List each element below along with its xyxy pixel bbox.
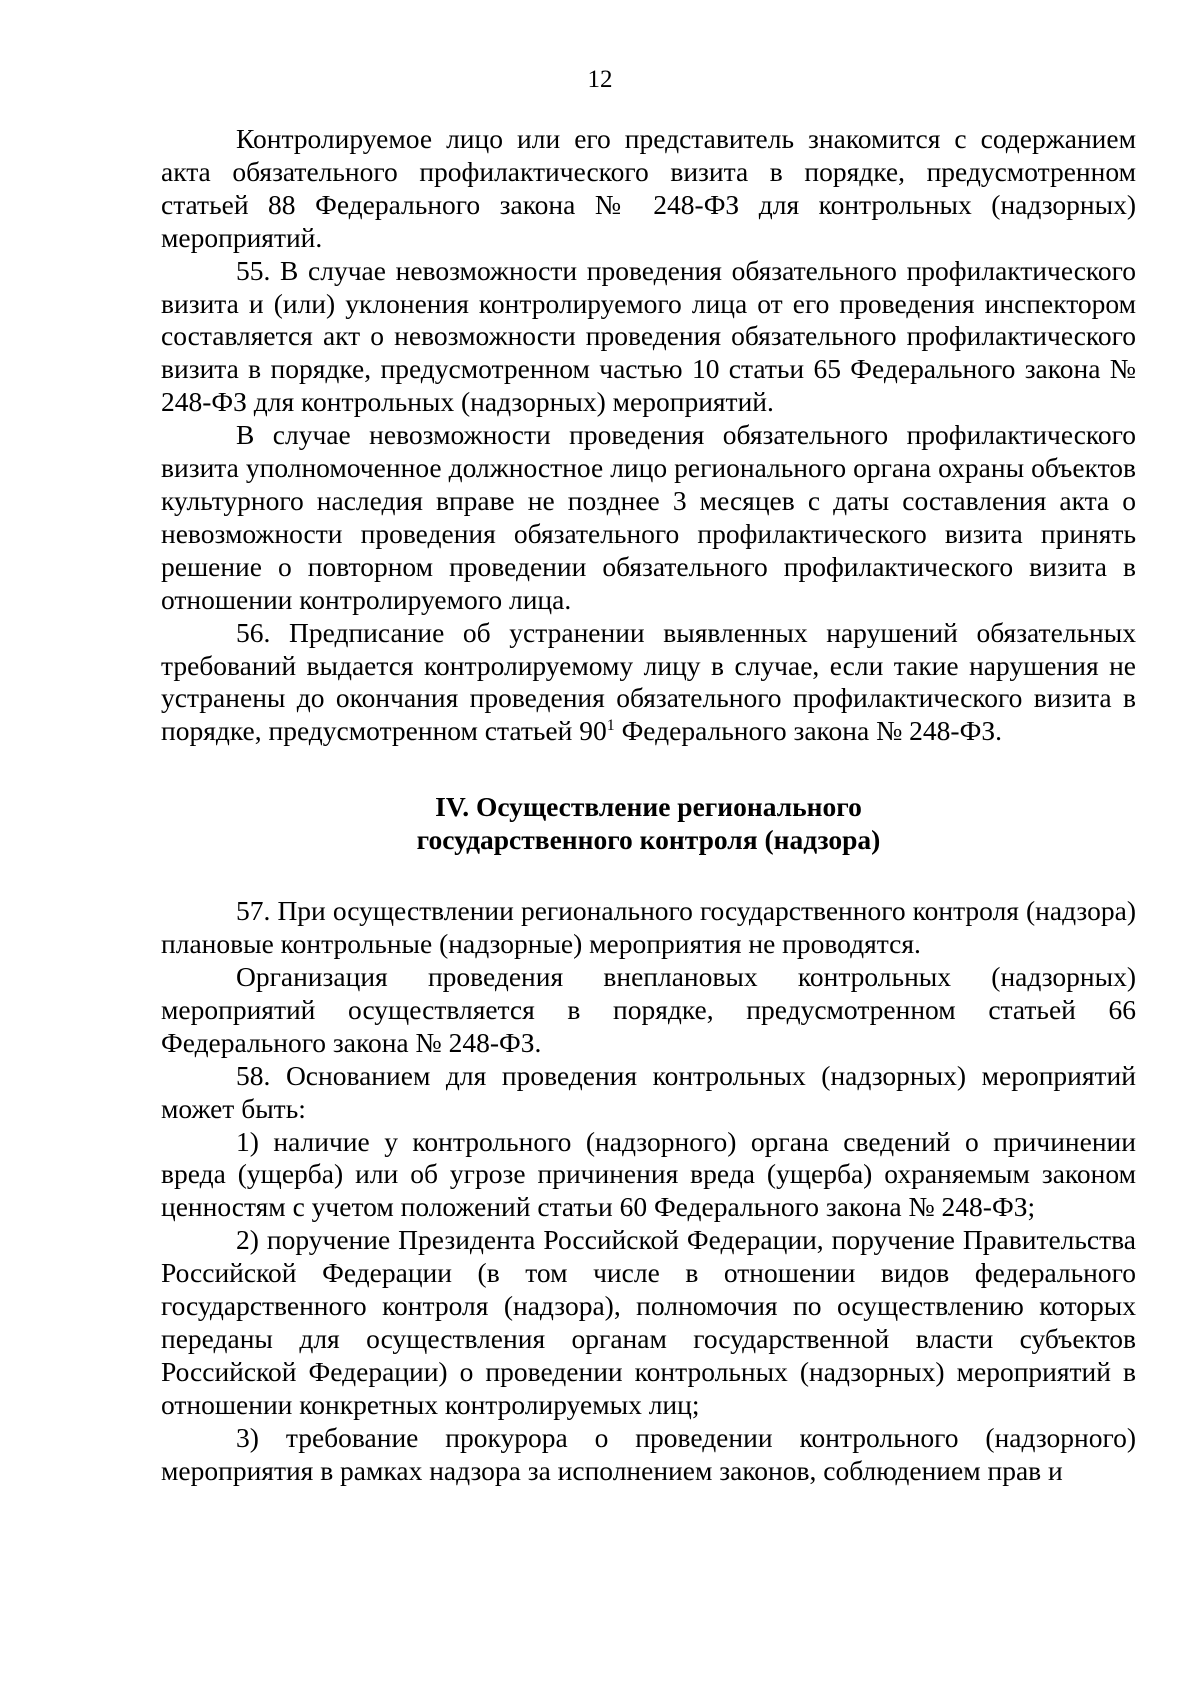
page-number: 12 [587, 66, 613, 93]
section-heading-line: государственного контроля (надзора) [416, 824, 881, 856]
paragraph-58: 58. Основанием для проведения контрольных (надзорных) мероприятий может быть: [161, 1059, 1136, 1124]
document-body [161, 123, 1136, 1488]
superscript: 1 [606, 717, 615, 735]
paragraph-57: 57. При осуществлении регионального государственного контроля (надзора) плановые контрольные (надзорные) мероприятия не проводятся. [161, 895, 1136, 960]
paragraph-56-tail: Федерального закона № 248-ФЗ. [614, 715, 1002, 747]
paragraph-56-text: 56. Предписание об устранении выявленных нарушений обязательных требований выдается контролируемому лицу в случае, если такие нарушения не устранены до окончания проведения обязательного профилактического визита в порядке, предусмотренном статьей 90 [161, 616, 1136, 747]
list-item-1: 1) наличие у контрольного (надзорного) органа сведений о причинении вреда (ущерба) или об угрозе причинения вреда (ущерба) охраняемым законом ценностям с учетом положений статьи 60 Федерального закона № 248-ФЗ; [161, 1125, 1136, 1223]
paragraph-55: 55. В случае невозможности проведения обязательного профилактического визита и (или) уклонения контролируемого лица от его проведения инспектором составляется акт о невозможности проведения обязательного профилактического визита в порядке, предусмотренном частью 10 статьи 65 Федерального закона № 248-ФЗ для контрольных (надзорных) мероприятий. [161, 254, 1136, 418]
section-heading [161, 790, 1136, 856]
paragraph: Организация проведения внеплановых контрольных (надзорных) мероприятий осуществляется в порядке, предусмотренном статьей 66 Федерального закона № 248-ФЗ. [161, 961, 1136, 1058]
paragraph: В случае невозможности проведения обязательного профилактического визита уполномоченное должностное лицо регионального органа охраны объектов культурного наследия вправе не позднее 3 месяцев с даты составления акта о невозможности проведения обязательного профилактического визита принять решение о повторном проведении обязательного профилактического визита в отношении контролируемого лица. [161, 419, 1136, 615]
list-item-3: 3) требование прокурора о проведении контрольного (надзорного) мероприятия в рамках надзора за исполнением законов, соблюдением прав и [161, 1421, 1136, 1486]
paragraph: Контролируемое лицо или его представитель знакомится с содержанием акта обязательного профилактического визита в порядке, предусмотренном статьей 88 Федерального закона № 248-ФЗ для контрольных (надзорных) мероприятий. [161, 123, 1136, 253]
list-item-2: 2) поручение Президента Российской Федерации, поручение Правительства Российской Федерации (в том числе в отношении видов федерального государственного контроля (надзора), полномочия по осуществлению которых переданы для осуществления органам государственной власти субъектов Российской Федерации) о проведении контрольных (надзорных) мероприятий в отношении конкретных контролируемых лиц; [161, 1224, 1136, 1420]
section-heading-line: IV. Осуществление регионального [435, 791, 862, 823]
paragraph-56 [161, 617, 1136, 749]
